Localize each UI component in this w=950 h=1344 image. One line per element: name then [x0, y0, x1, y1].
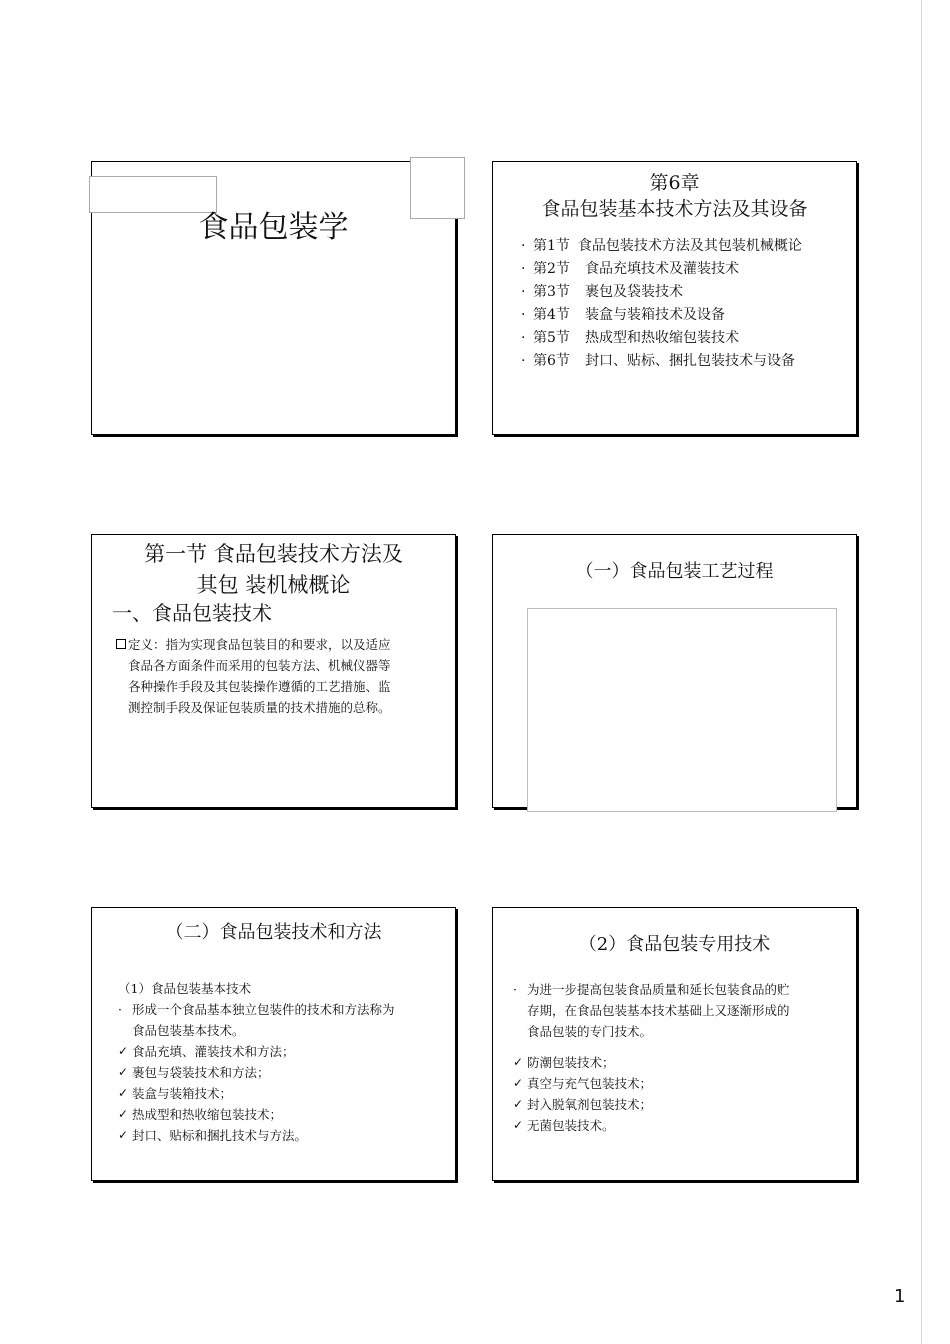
check-item: ✓ 裹包与袋装技术和方法；	[118, 1062, 438, 1083]
check-item: ✓ 真空与充气包装技术；	[513, 1073, 833, 1094]
slide-special-tech	[492, 907, 857, 1181]
deck-title: 食品包装学	[198, 210, 349, 245]
chapter-number: 第6章	[649, 172, 700, 194]
list-item: 食品包装的专门技术。	[527, 1024, 653, 1039]
check-item: ✓ 防潮包装技术；	[513, 1052, 833, 1073]
section-item: · 第4节 装盒与装箱技术及设备	[521, 307, 841, 324]
section-title: 第一节 食品包装技术方法及 其包 装机械概论	[144, 542, 403, 597]
square-bullet-icon	[116, 639, 126, 649]
section-item: · 第5节 热成型和热收缩包装技术	[521, 330, 841, 347]
chapter-title: 食品包装基本技术方法及其设备	[541, 198, 808, 220]
check-item: ✓ 热成型和热收缩包装技术；	[118, 1104, 438, 1125]
slide-chapter-toc	[492, 161, 857, 435]
section-list	[521, 238, 841, 376]
list-item: · 形成一个食品基本独立包装件的技术和方法称为	[118, 999, 438, 1020]
list-item: 存期，在食品包装基本技术基础上又逐渐形成的	[527, 1003, 790, 1018]
list-item: 食品包装基本技术。	[132, 1023, 245, 1038]
section-item: · 第6节 封口、贴标、捆扎包装技术与设备	[521, 353, 841, 370]
basic-tech-list	[118, 978, 438, 1146]
slide-heading: （一）食品包装工艺过程	[575, 561, 774, 582]
check-item: ✓ 食品充填、灌装技术和方法；	[118, 1041, 438, 1062]
section-item: · 第2节 食品充填技术及灌装技术	[521, 261, 841, 278]
check-item: ✓ 封口、贴标和捆扎技术与方法。	[118, 1125, 438, 1146]
special-tech-list	[513, 979, 833, 1136]
slide-section-one	[91, 534, 456, 808]
page-edge-line	[921, 0, 922, 1344]
definition-text: 定义：指为实现食品包装目的和要求，以及适应 食品各方面条件而采用的包装方法、机械仪器等 各种操作手段及其包装操作遵循的工艺措施、监 测控制手段及保证包装质量的技术措施的总称。	[116, 634, 406, 718]
check-item: ✓ 无菌包装技术。	[513, 1115, 833, 1136]
slide-heading: （2）食品包装专用技术	[578, 934, 771, 955]
check-item: ✓ 封入脱氧剂包装技术；	[513, 1094, 833, 1115]
page-number: 1	[894, 1286, 906, 1307]
section-subtitle: 一、食品包装技术	[112, 601, 272, 625]
spacer	[513, 1042, 833, 1052]
list-item: · 为进一步提高包装食品质量和延长包装食品的贮	[513, 979, 833, 1000]
slide-basic-tech	[91, 907, 456, 1181]
section-item: · 第3节 裹包及袋装技术	[521, 284, 841, 301]
list-heading: （1）食品包装基本技术	[118, 981, 251, 996]
slide-title	[91, 161, 456, 435]
check-item: ✓ 装盒与装箱技术；	[118, 1083, 438, 1104]
section-item: · 第1节 食品包装技术方法及其包装机械概论	[521, 238, 841, 255]
slide-process	[492, 534, 857, 808]
image-placeholder	[527, 608, 837, 812]
slide-heading: （二）食品包装技术和方法	[165, 922, 382, 943]
